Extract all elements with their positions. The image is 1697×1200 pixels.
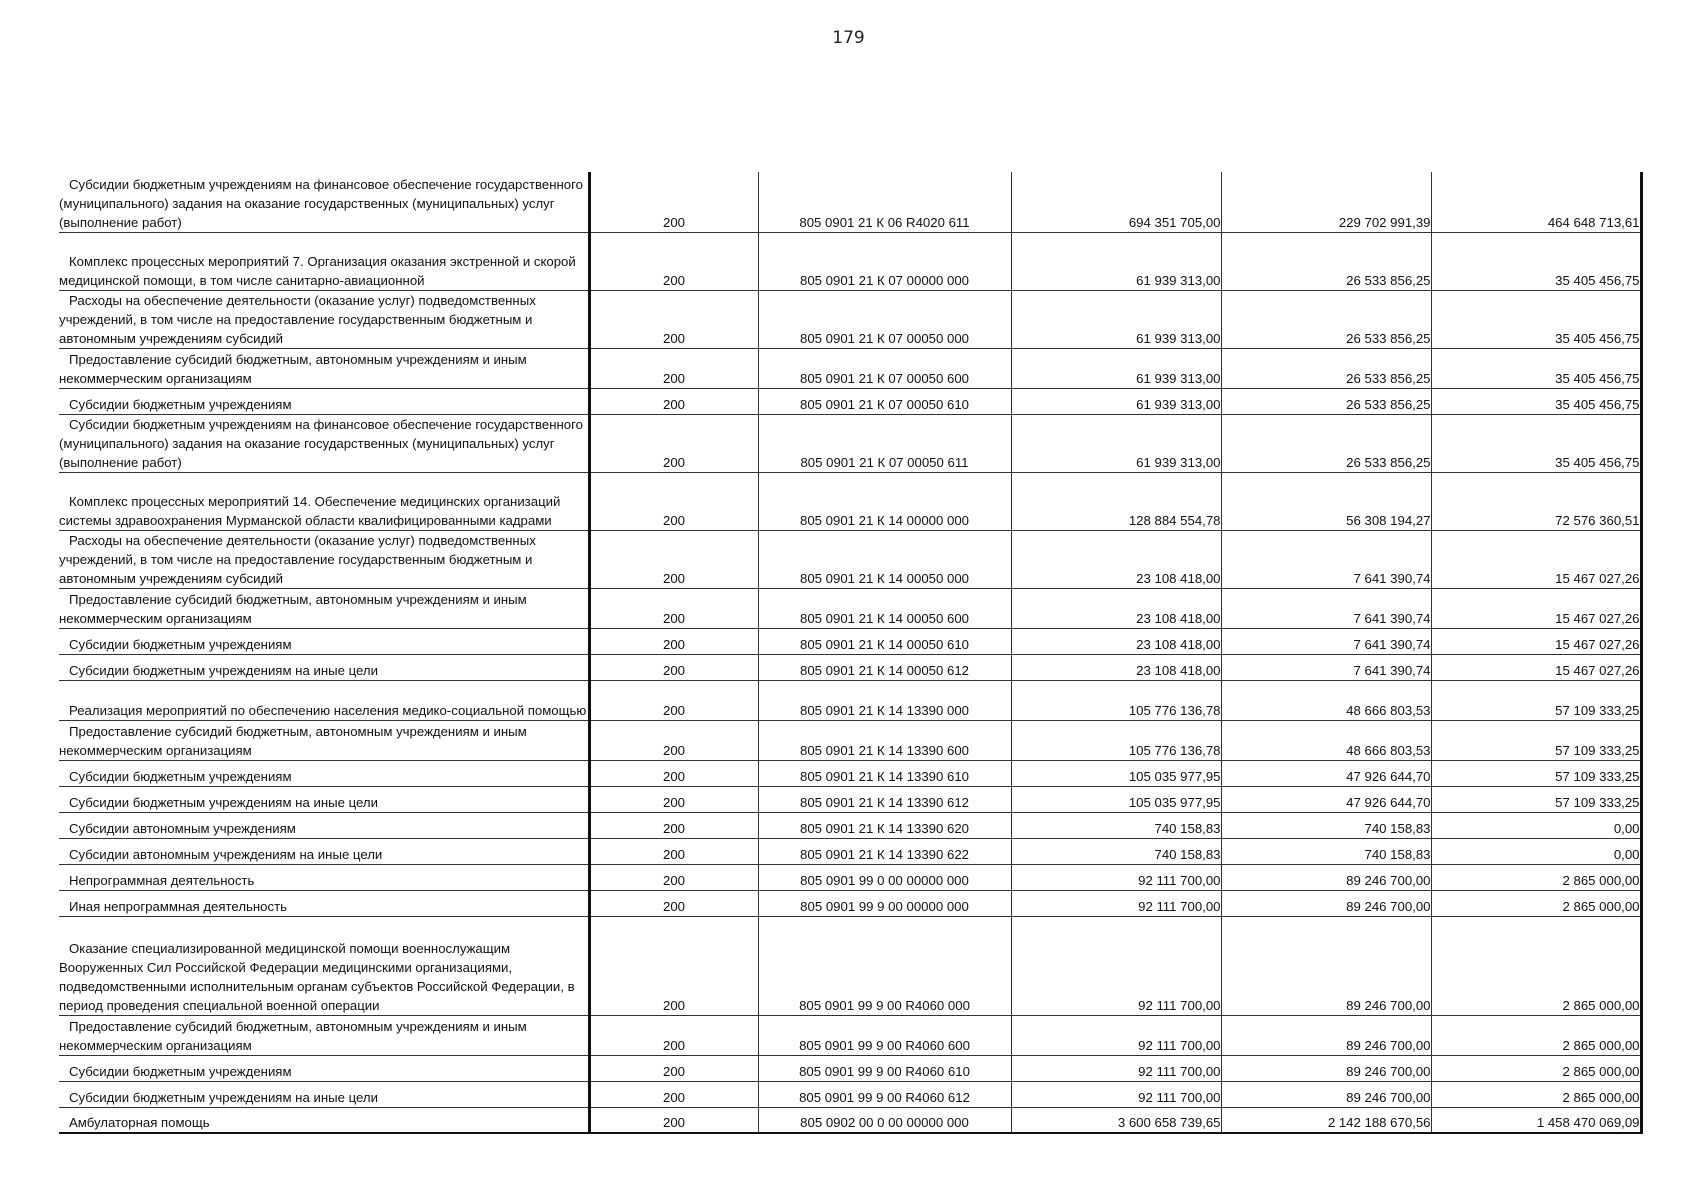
row-remaining-amount: 35 405 456,75	[1431, 232, 1641, 290]
row-name-text: Субсидии бюджетным учреждениям на финансовое обеспечение государственного (муниципального) задания на оказание государственных (муниципальных) услуг (выполнение работ)	[59, 176, 583, 230]
row-executed-amount: 89 246 700,00	[1221, 890, 1431, 916]
row-name	[59, 838, 589, 864]
row-executed-amount: 7 641 390,74	[1221, 530, 1431, 588]
row-name-text: Реализация мероприятий по обеспечению населения медико-социальной помощью	[69, 702, 587, 718]
row-name-text: Субсидии бюджетным учреждениям	[69, 1063, 292, 1079]
row-remaining-amount: 35 405 456,75	[1431, 414, 1641, 472]
row-budget-code: 805 0901 21 К 14 00000 000	[758, 472, 1011, 530]
row-line-code: 200	[589, 838, 758, 864]
row-name-text: Амбулаторная помощь	[69, 1115, 210, 1130]
row-executed-amount: 89 246 700,00	[1221, 864, 1431, 890]
row-executed-amount: 26 533 856,25	[1221, 414, 1431, 472]
row-name	[59, 530, 589, 588]
row-name-text: Субсидии автономным учреждениям на иные цели	[69, 846, 383, 862]
row-line-code: 200	[589, 628, 758, 654]
row-approved-amount: 105 035 977,95	[1011, 760, 1221, 786]
row-name-text: Предоставление субсидий бюджетным, автономным учреждениям и иным некоммерческим организациям	[59, 723, 527, 758]
table-row	[59, 1055, 1641, 1081]
table-row	[59, 172, 1641, 232]
row-line-code: 200	[589, 890, 758, 916]
table-row	[59, 1015, 1641, 1055]
row-name	[59, 1107, 589, 1133]
row-budget-code: 805 0901 99 9 00 R4060 610	[758, 1055, 1011, 1081]
row-line-code: 200	[589, 812, 758, 838]
row-approved-amount: 61 939 313,00	[1011, 348, 1221, 388]
row-name-text: Субсидии бюджетным учреждениям на иные цели	[69, 794, 378, 810]
row-approved-amount: 92 111 700,00	[1011, 890, 1221, 916]
row-remaining-amount: 0,00	[1431, 838, 1641, 864]
row-name	[59, 232, 589, 290]
row-budget-code: 805 0901 21 К 14 13390 000	[758, 680, 1011, 720]
row-name	[59, 812, 589, 838]
row-remaining-amount: 2 865 000,00	[1431, 1015, 1641, 1055]
row-approved-amount: 61 939 313,00	[1011, 290, 1221, 348]
row-name	[59, 628, 589, 654]
row-approved-amount: 92 111 700,00	[1011, 1081, 1221, 1107]
row-name	[59, 348, 589, 388]
row-remaining-amount: 464 648 713,61	[1431, 172, 1641, 232]
row-budget-code: 805 0902 00 0 00 00000 000	[758, 1107, 1011, 1133]
row-name-text: Иная непрограммная деятельность	[69, 898, 288, 914]
row-remaining-amount: 15 467 027,26	[1431, 530, 1641, 588]
table-row	[59, 812, 1641, 838]
row-name	[59, 890, 589, 916]
table-row	[59, 530, 1641, 588]
row-line-code: 200	[589, 760, 758, 786]
row-name-text: Предоставление субсидий бюджетным, автономным учреждениям и иным некоммерческим организациям	[59, 1018, 527, 1053]
row-name-text: Предоставление субсидий бюджетным, автономным учреждениям и иным некоммерческим организациям	[59, 591, 527, 626]
row-executed-amount: 26 533 856,25	[1221, 348, 1431, 388]
row-remaining-amount: 35 405 456,75	[1431, 290, 1641, 348]
row-budget-code: 805 0901 21 К 14 00050 610	[758, 628, 1011, 654]
row-remaining-amount: 0,00	[1431, 812, 1641, 838]
table-row	[59, 720, 1641, 760]
row-approved-amount: 23 108 418,00	[1011, 530, 1221, 588]
row-budget-code: 805 0901 21 К 14 13390 600	[758, 720, 1011, 760]
table-row	[59, 1107, 1641, 1133]
row-line-code: 200	[589, 720, 758, 760]
table-row	[59, 916, 1641, 1015]
row-name	[59, 290, 589, 348]
row-remaining-amount: 2 865 000,00	[1431, 890, 1641, 916]
row-line-code: 200	[589, 414, 758, 472]
row-remaining-amount: 2 865 000,00	[1431, 1055, 1641, 1081]
row-approved-amount: 694 351 705,00	[1011, 172, 1221, 232]
row-line-code: 200	[589, 530, 758, 588]
row-name-text: Расходы на обеспечение деятельности (оказание услуг) подведомственных учреждений, в том числе на предоставление государственным бюджетным и автономным учреждениям субсидий	[59, 292, 536, 346]
row-budget-code: 805 0901 99 9 00 00000 000	[758, 890, 1011, 916]
table-row	[59, 838, 1641, 864]
row-approved-amount: 105 776 136,78	[1011, 680, 1221, 720]
row-name	[59, 916, 589, 1015]
row-line-code: 200	[589, 290, 758, 348]
row-remaining-amount: 2 865 000,00	[1431, 1081, 1641, 1107]
row-executed-amount: 48 666 803,53	[1221, 720, 1431, 760]
row-remaining-amount: 57 109 333,25	[1431, 680, 1641, 720]
row-name	[59, 760, 589, 786]
row-line-code: 200	[589, 1055, 758, 1081]
row-line-code: 200	[589, 588, 758, 628]
row-remaining-amount: 2 865 000,00	[1431, 916, 1641, 1015]
row-remaining-amount: 35 405 456,75	[1431, 348, 1641, 388]
row-budget-code: 805 0901 99 9 00 R4060 600	[758, 1015, 1011, 1055]
row-budget-code: 805 0901 21 К 07 00050 600	[758, 348, 1011, 388]
row-line-code: 200	[589, 472, 758, 530]
row-line-code: 200	[589, 786, 758, 812]
row-budget-code: 805 0901 99 9 00 R4060 000	[758, 916, 1011, 1015]
row-line-code: 200	[589, 1107, 758, 1133]
row-executed-amount: 47 926 644,70	[1221, 760, 1431, 786]
row-budget-code: 805 0901 21 К 14 13390 622	[758, 838, 1011, 864]
row-name-text: Субсидии автономным учреждениям	[69, 820, 296, 836]
table-row	[59, 414, 1641, 472]
row-executed-amount: 26 533 856,25	[1221, 290, 1431, 348]
row-name-text: Субсидии бюджетным учреждениям на финансовое обеспечение государственного (муниципального) задания на оказание государственных (муниципальных) услуг (выполнение работ)	[59, 416, 583, 470]
row-budget-code: 805 0901 21 К 06 R4020 611	[758, 172, 1011, 232]
table-row	[59, 890, 1641, 916]
row-executed-amount: 89 246 700,00	[1221, 1081, 1431, 1107]
row-approved-amount: 105 776 136,78	[1011, 720, 1221, 760]
row-name-text: Субсидии бюджетным учреждениям	[69, 396, 292, 412]
row-name	[59, 172, 589, 232]
row-approved-amount: 740 158,83	[1011, 812, 1221, 838]
row-executed-amount: 740 158,83	[1221, 838, 1431, 864]
row-name	[59, 588, 589, 628]
row-budget-code: 805 0901 21 К 14 00050 000	[758, 530, 1011, 588]
row-approved-amount: 92 111 700,00	[1011, 1015, 1221, 1055]
row-name-text: Субсидии бюджетным учреждениям	[69, 636, 292, 652]
row-name-text: Предоставление субсидий бюджетным, автономным учреждениям и иным некоммерческим организациям	[59, 351, 527, 386]
table-row	[59, 232, 1641, 290]
row-approved-amount: 3 600 658 739,65	[1011, 1107, 1221, 1133]
table-row	[59, 760, 1641, 786]
row-budget-code: 805 0901 21 К 14 13390 620	[758, 812, 1011, 838]
row-executed-amount: 48 666 803,53	[1221, 680, 1431, 720]
row-remaining-amount: 72 576 360,51	[1431, 472, 1641, 530]
row-approved-amount: 23 108 418,00	[1011, 628, 1221, 654]
row-line-code: 200	[589, 1081, 758, 1107]
row-name	[59, 1081, 589, 1107]
row-name	[59, 388, 589, 414]
table-row	[59, 654, 1641, 680]
row-budget-code: 805 0901 99 0 00 00000 000	[758, 864, 1011, 890]
row-name-text: Оказание специализированной медицинской помощи военнослужащим Вооруженных Сил Российской Федерации медицинскими организациями, подведомственными исполнительным органам субъектов Российской Федерации, в период проведения специальной военной операции	[59, 940, 575, 1013]
row-budget-code: 805 0901 21 К 14 13390 610	[758, 760, 1011, 786]
row-budget-code: 805 0901 21 К 07 00000 000	[758, 232, 1011, 290]
row-executed-amount: 7 641 390,74	[1221, 654, 1431, 680]
row-remaining-amount: 57 109 333,25	[1431, 720, 1641, 760]
row-name-text: Субсидии бюджетным учреждениям на иные цели	[69, 1089, 378, 1105]
row-name	[59, 720, 589, 760]
row-line-code: 200	[589, 864, 758, 890]
row-approved-amount: 23 108 418,00	[1011, 588, 1221, 628]
row-remaining-amount: 57 109 333,25	[1431, 760, 1641, 786]
row-remaining-amount: 15 467 027,26	[1431, 588, 1641, 628]
row-line-code: 200	[589, 916, 758, 1015]
row-approved-amount: 23 108 418,00	[1011, 654, 1221, 680]
row-name	[59, 654, 589, 680]
row-budget-code: 805 0901 99 9 00 R4060 612	[758, 1081, 1011, 1107]
row-approved-amount: 128 884 554,78	[1011, 472, 1221, 530]
page-number: 179	[832, 28, 865, 48]
row-approved-amount: 105 035 977,95	[1011, 786, 1221, 812]
row-name	[59, 680, 589, 720]
row-line-code: 200	[589, 654, 758, 680]
row-name	[59, 786, 589, 812]
row-name-text: Непрограммная деятельность	[69, 872, 255, 888]
row-budget-code: 805 0901 21 К 07 00050 610	[758, 388, 1011, 414]
table-row	[59, 588, 1641, 628]
row-executed-amount: 7 641 390,74	[1221, 628, 1431, 654]
row-approved-amount: 61 939 313,00	[1011, 388, 1221, 414]
table-row	[59, 1081, 1641, 1107]
row-name	[59, 864, 589, 890]
row-executed-amount: 89 246 700,00	[1221, 1055, 1431, 1081]
row-executed-amount: 229 702 991,39	[1221, 172, 1431, 232]
row-remaining-amount: 2 865 000,00	[1431, 864, 1641, 890]
row-remaining-amount: 1 458 470 069,09	[1431, 1107, 1641, 1133]
row-executed-amount: 2 142 188 670,56	[1221, 1107, 1431, 1133]
row-executed-amount: 89 246 700,00	[1221, 916, 1431, 1015]
row-line-code: 200	[589, 680, 758, 720]
row-line-code: 200	[589, 172, 758, 232]
row-remaining-amount: 35 405 456,75	[1431, 388, 1641, 414]
row-executed-amount: 47 926 644,70	[1221, 786, 1431, 812]
table-row	[59, 864, 1641, 890]
table-body	[59, 172, 1641, 1133]
row-approved-amount: 92 111 700,00	[1011, 916, 1221, 1015]
row-budget-code: 805 0901 21 К 14 13390 612	[758, 786, 1011, 812]
row-budget-code: 805 0901 21 К 07 00050 611	[758, 414, 1011, 472]
row-approved-amount: 92 111 700,00	[1011, 864, 1221, 890]
row-name-text: Субсидии бюджетным учреждениям	[69, 768, 292, 784]
row-budget-code: 805 0901 21 К 14 00050 600	[758, 588, 1011, 628]
table-row	[59, 680, 1641, 720]
row-executed-amount: 26 533 856,25	[1221, 232, 1431, 290]
row-executed-amount: 89 246 700,00	[1221, 1015, 1431, 1055]
row-approved-amount: 61 939 313,00	[1011, 414, 1221, 472]
table-row	[59, 472, 1641, 530]
row-approved-amount: 92 111 700,00	[1011, 1055, 1221, 1081]
row-executed-amount: 7 641 390,74	[1221, 588, 1431, 628]
row-remaining-amount: 15 467 027,26	[1431, 654, 1641, 680]
row-name	[59, 1055, 589, 1081]
row-executed-amount: 740 158,83	[1221, 812, 1431, 838]
row-approved-amount: 740 158,83	[1011, 838, 1221, 864]
table-row	[59, 786, 1641, 812]
row-name	[59, 1015, 589, 1055]
row-executed-amount: 56 308 194,27	[1221, 472, 1431, 530]
row-executed-amount: 26 533 856,25	[1221, 388, 1431, 414]
row-line-code: 200	[589, 232, 758, 290]
row-name-text: Комплекс процессных мероприятий 14. Обеспечение медицинских организаций системы здравоохранения Мурманской области квалифицированными кадрами	[59, 493, 561, 528]
row-remaining-amount: 15 467 027,26	[1431, 628, 1641, 654]
row-name-text: Расходы на обеспечение деятельности (оказание услуг) подведомственных учреждений, в том числе на предоставление государственным бюджетным и автономным учреждениям субсидий	[59, 532, 536, 586]
table-row	[59, 290, 1641, 348]
row-name	[59, 472, 589, 530]
row-line-code: 200	[589, 388, 758, 414]
row-approved-amount: 61 939 313,00	[1011, 232, 1221, 290]
row-remaining-amount: 57 109 333,25	[1431, 786, 1641, 812]
table-row	[59, 348, 1641, 388]
row-budget-code: 805 0901 21 К 14 00050 612	[758, 654, 1011, 680]
row-line-code: 200	[589, 348, 758, 388]
table-row	[59, 388, 1641, 414]
row-name	[59, 414, 589, 472]
row-name-text: Комплекс процессных мероприятий 7. Организация оказания экстренной и скорой медицинской помощи, в том числе санитарно-авиационной	[59, 253, 576, 288]
table-row	[59, 628, 1641, 654]
budget-execution-table	[59, 172, 1643, 1134]
row-line-code: 200	[589, 1015, 758, 1055]
row-budget-code: 805 0901 21 К 07 00050 000	[758, 290, 1011, 348]
row-name-text: Субсидии бюджетным учреждениям на иные цели	[69, 662, 378, 678]
